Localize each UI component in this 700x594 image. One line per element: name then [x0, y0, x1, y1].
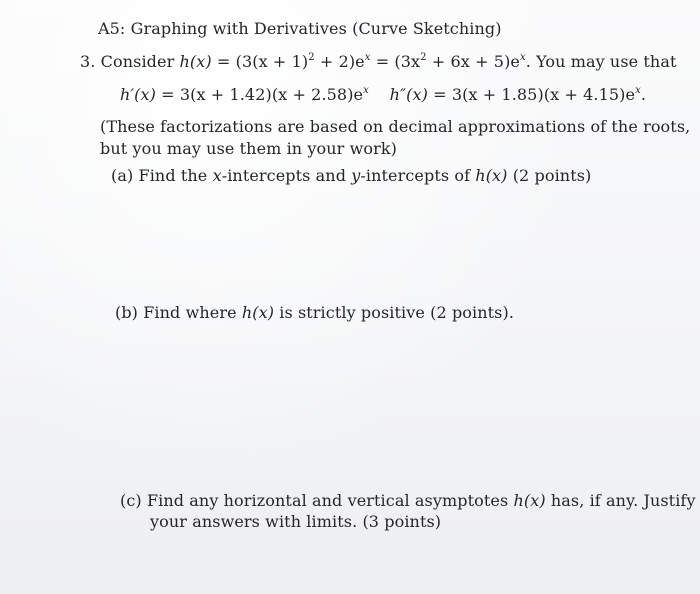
problem-statement-line-1: 3. Consider $h(x) = (3(x + 1)^2 + 2)e^x = (3x^2 + 6x + 5)e^x$. You may use that	[80, 52, 677, 71]
part-a-y-var: y	[351, 166, 361, 185]
part-c-question-line-2	[150, 512, 441, 532]
part-b-text-after: is strictly positive (2 points).	[279, 303, 515, 322]
h-function-lhs: h(x)	[179, 52, 212, 71]
h-prime-lhs: h′(x)	[120, 85, 156, 104]
h-definition-factored: $(3(x + 1)^2 + 2)e^x$	[235, 52, 371, 71]
h-prime-formula: $3(x + 1.42)(x + 2.58)e^x$	[179, 85, 369, 104]
section-title	[98, 19, 502, 39]
h-definition-expanded: $(3x^2 + 6x + 5)e^x$	[394, 52, 526, 71]
factorization-note-line-2	[100, 139, 397, 159]
part-b-text-before: Find where	[143, 303, 237, 322]
part-a-text-mid: -intercepts and	[221, 166, 347, 185]
h-double-prime-formula: $3(x + 1.85)(x + 4.15)e^x$	[451, 85, 641, 104]
problem-you-may-use: . You may use that	[525, 52, 677, 71]
part-a-text-mid2: -intercepts of	[360, 166, 471, 185]
part-b-func: h(x)	[241, 303, 275, 322]
part-c-func: h(x)	[513, 491, 546, 510]
part-c-text-after: has, if any. Justify	[550, 491, 696, 510]
part-b-question	[115, 303, 514, 323]
part-a-points: (2 points)	[512, 166, 592, 185]
problem-intro: Consider	[100, 52, 175, 71]
part-c-text-before: Find any horizontal and vertical asymptotes	[146, 491, 509, 510]
part-b-label: (b)	[115, 303, 139, 322]
part-a-label: (a)	[111, 166, 134, 185]
part-c-label: (c)	[120, 491, 142, 510]
section-title-text: A5: Graphing with Derivatives (Curve Sketching)	[98, 19, 502, 38]
derivative-formulas-line: $h'(x) = 3(x + 1.42)(x + 2.58)e^x$ $h''(x) = 3(x + 1.85)(x + 4.15)e^x$.	[120, 85, 647, 104]
factorization-note-text-2: but you may use them in your work)	[100, 139, 398, 158]
problem-number: 3.	[80, 52, 96, 71]
part-a-question	[111, 166, 591, 186]
part-a-func: h(x)	[475, 166, 508, 185]
part-c-text-line-2: your answers with limits. (3 points)	[150, 512, 442, 531]
part-a-x-var: x	[212, 166, 222, 185]
factorization-note-text-1: (These factorizations are based on decimal approximations of the roots,	[100, 117, 691, 136]
part-c-question-line-1	[120, 491, 696, 511]
part-a-text-before: Find the	[138, 166, 208, 185]
h-double-prime-lhs: h″(x)	[389, 85, 428, 104]
factorization-note-line-1	[100, 117, 690, 137]
